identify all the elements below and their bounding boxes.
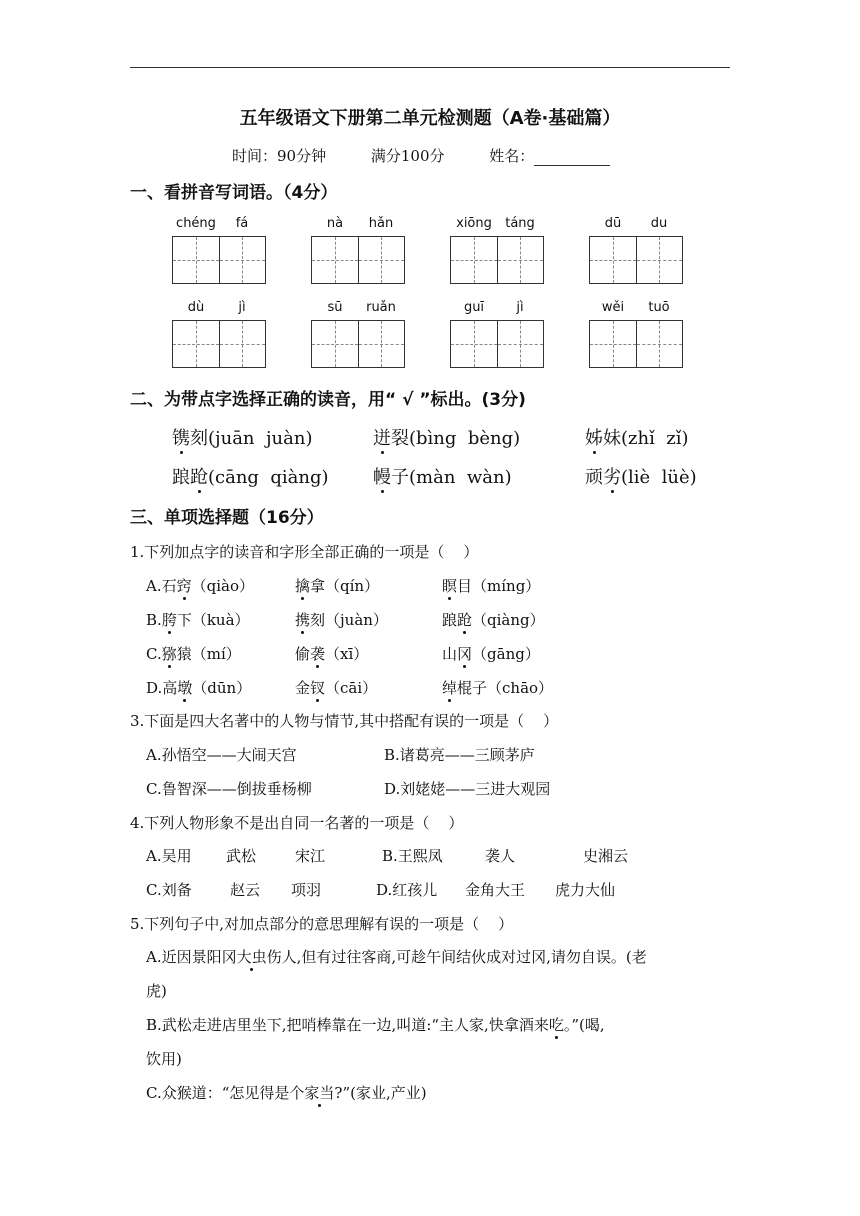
option-continued: 虎) [146,982,167,1000]
pinyin: hǎn [368,216,394,231]
option-continued: 饮用) [146,1050,182,1068]
option[interactable]: 擒拿（qín） [295,577,380,595]
writing-box[interactable] [589,320,637,368]
pinyin: tuō [648,300,670,315]
option[interactable]: 山冈（gāng） [442,645,540,663]
writing-box[interactable] [450,236,498,284]
name-blank[interactable] [534,151,610,166]
dotted-phrase: 大虫 [236,948,267,966]
option[interactable]: B.诸葛亮——三顾茅庐 [384,746,535,764]
writing-box[interactable] [589,236,637,284]
question-1-stem: 1.下列加点字的读音和字形全部正确的一项是（ ） [130,543,479,561]
writing-box[interactable] [498,236,545,284]
pinyin: nà [326,216,344,231]
option-name: 项羽 [291,881,322,899]
pinyin: ruǎn [366,300,396,315]
pinyin: wěi [601,300,625,315]
option[interactable]: 绰棍子（chāo） [442,679,554,697]
option-name: 宋江 [295,847,326,865]
option[interactable]: A.石窍（qiào） [146,577,254,595]
pinyin: xiōng [456,216,492,231]
option[interactable]: 踉跄（qiàng） [442,611,545,629]
option[interactable]: D.红孩儿 [376,881,438,899]
reading-item[interactable]: 镌刻(juān juàn) [172,428,313,449]
name-label: 姓名： [489,147,535,165]
pinyin: guī [463,300,485,315]
option[interactable]: 金钗（cāi） [295,679,378,697]
option[interactable]: A.近因景阳冈大虫伤人,但有过往客商,可趁午间结伙成对过冈,请勿自误。(老 [146,948,647,966]
pinyin: sū [327,300,343,315]
pinyin: dù [187,300,205,315]
pinyin: jì [238,300,246,315]
option[interactable]: B.王熙凤 [382,847,443,865]
option[interactable]: A.吴用 [146,847,192,865]
writing-box[interactable] [498,320,545,368]
dotted-char: 吃 [548,1016,564,1034]
pinyin: jì [516,300,524,315]
writing-box[interactable] [172,320,220,368]
reading-item[interactable]: 踉跄(cāng qiàng) [172,467,329,488]
pinyin: dū [604,216,622,231]
time-limit: 时间：90分钟 [232,147,327,165]
option[interactable]: 携刻（juàn） [295,611,388,629]
section-1-heading: 一、看拼音写词语。（4分） [130,183,338,203]
dotted-char: 劣 [603,467,621,488]
reading-item[interactable]: 幔子(màn wàn) [373,467,512,488]
pinyin: du [650,216,668,231]
option[interactable]: 瞑目（míng） [442,577,541,595]
option[interactable]: D.刘姥姥——三进大观园 [384,780,551,798]
option-name: 金角大王 [465,881,526,899]
option[interactable]: B.胯下（kuà） [146,611,250,629]
option-name: 虎力大仙 [555,881,616,899]
option[interactable]: A.孙悟空——大闹天宫 [146,746,297,764]
option[interactable]: D.高墩（dūn） [146,679,252,697]
writing-box[interactable] [311,320,359,368]
pinyin: fá [235,216,249,231]
dotted-char: 姊 [585,428,603,449]
option[interactable]: C.猕猿（mí） [146,645,241,663]
option-name: 袭人 [485,847,516,865]
writing-box[interactable] [359,236,406,284]
option[interactable]: C.众猴道：“怎见得是个家当?”(家业,产业) [146,1084,427,1102]
option[interactable]: B.武松走进店里坐下,把哨棒靠在一边,叫道:“主人家,快拿酒来吃。”(喝, [146,1016,605,1034]
writing-box[interactable] [220,236,267,284]
writing-box[interactable] [637,236,684,284]
option[interactable]: C.鲁智深——倒拔垂杨柳 [146,780,312,798]
section-3-heading: 三、单项选择题（16分） [130,508,324,528]
header-rule [130,67,730,68]
option-name: 武松 [226,847,257,865]
pinyin: táng [505,216,535,231]
writing-box[interactable] [637,320,684,368]
option[interactable]: 偷袭（xī） [295,645,369,663]
reading-item[interactable]: 顽劣(liè lüè) [585,467,697,488]
writing-box[interactable] [220,320,267,368]
reading-item[interactable]: 姊妹(zhǐ zǐ) [585,428,689,449]
writing-box[interactable] [311,236,359,284]
option-name: 赵云 [230,881,261,899]
option-name: 史湘云 [583,847,629,865]
question-5-stem: 5.下列句子中,对加点部分的意思理解有误的一项是（ ） [130,915,514,933]
reading-item[interactable]: 迸裂(bìng bèng) [373,428,521,449]
writing-box[interactable] [172,236,220,284]
writing-box[interactable] [359,320,406,368]
dotted-char: 幔 [373,467,391,488]
page-title: 五年级语文下册第二单元检测题（A卷·基础篇） [239,108,621,129]
section-2-heading: 二、为带点字选择正确的读音，用“ √ ”标出。(3分) [130,390,526,410]
question-4-stem: 4.下列人物形象不是出自同一名著的一项是（ ） [130,814,464,832]
dotted-char: 跄 [190,467,208,488]
dotted-char: 迸 [373,428,391,449]
full-score: 满分100分 [370,147,445,165]
dotted-char: 镌 [172,428,190,449]
question-3-stem: 3.下面是四大名著中的人物与情节,其中搭配有误的一项是（ ） [130,712,559,730]
dotted-phrase: 家当 [304,1084,335,1102]
pinyin: chéng [176,216,216,231]
writing-box[interactable] [450,320,498,368]
option[interactable]: C.刘备 [146,881,192,899]
exam-meta [232,145,650,166]
